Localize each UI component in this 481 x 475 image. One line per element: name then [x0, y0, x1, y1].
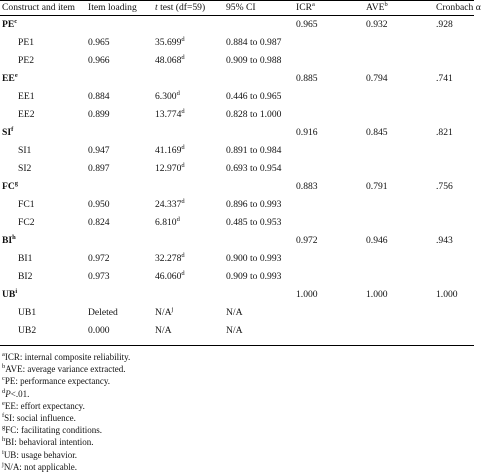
header-ave	[366, 2, 388, 14]
construct-label-sup: i	[15, 288, 18, 295]
construct-label-sup: g	[14, 180, 19, 187]
header-ttest	[155, 2, 205, 14]
footnote-text: SI: social influence.	[4, 413, 76, 423]
header-ci: 95% CI	[226, 2, 256, 13]
t-value-text: 13.774	[155, 109, 182, 120]
t-value	[155, 325, 172, 337]
header-construct: Construct and item	[2, 2, 76, 13]
footnote-mark: a	[2, 351, 5, 358]
construct-label-text: FC	[2, 181, 15, 192]
footnote	[2, 425, 102, 436]
item-label: PE1	[18, 37, 34, 48]
ci-value: 0.891 to 0.984	[226, 145, 282, 156]
footnote-text: EE: effort expectancy.	[4, 400, 85, 411]
header-ave-sup: b	[384, 1, 388, 8]
top-rule	[0, 0, 474, 1]
t-value	[155, 253, 185, 265]
item-label: PE2	[18, 55, 34, 66]
ci-value: 0.909 to 0.993	[226, 271, 282, 282]
cronbach-value: 1.000	[436, 289, 458, 300]
header-icr-sup: a	[312, 1, 315, 8]
item-loading: 0.973	[88, 271, 110, 282]
footnote-text: UB: usage behavior.	[3, 449, 78, 460]
t-value-sup: d	[181, 198, 185, 205]
footnote	[2, 413, 76, 424]
ci-value: N/A	[226, 307, 243, 318]
item-loading: 0.884	[88, 91, 110, 102]
footnote	[2, 364, 126, 375]
ave-value: 0.791	[366, 181, 388, 192]
footnote	[2, 352, 130, 363]
footnote-text: PE: performance expectancy.	[4, 376, 111, 387]
t-value-sup: d	[181, 162, 185, 169]
construct-label	[2, 19, 17, 31]
item-label: SI1	[18, 145, 32, 156]
cronbach-value: .943	[436, 235, 453, 246]
ci-value: 0.900 to 0.993	[226, 253, 282, 264]
item-label: EE2	[18, 109, 35, 120]
footnote-mark: b	[2, 363, 6, 371]
item-label: UB1	[18, 307, 37, 318]
ci-value: 0.909 to 0.988	[226, 55, 282, 66]
t-value-sup: d	[181, 108, 185, 115]
t-value	[155, 163, 185, 175]
construct-label-text: SI	[2, 127, 12, 138]
header-loading: Item loading	[88, 2, 137, 13]
footnote-text: FC: facilitating conditions.	[5, 425, 102, 436]
ci-value: N/A	[226, 325, 243, 336]
construct-label-sup: e	[14, 72, 18, 79]
item-loading: 0.899	[88, 109, 110, 120]
construct-label-sup: c	[14, 18, 18, 25]
item-label: EE1	[18, 91, 35, 102]
item-label: UB2	[18, 325, 37, 336]
t-value-sup: d	[181, 270, 185, 277]
t-value	[155, 307, 173, 319]
t-value-text: 12.970	[155, 163, 182, 174]
ave-value: 1.000	[366, 289, 388, 300]
icr-value: 0.885	[296, 73, 318, 84]
footnote-mark: j	[2, 460, 4, 468]
item-loading: 0.000	[88, 325, 110, 336]
header-rule	[0, 15, 474, 16]
item-loading: 0.950	[88, 199, 110, 210]
construct-label	[2, 127, 13, 139]
ave-value: 0.932	[366, 19, 388, 30]
t-value	[155, 217, 180, 229]
construct-label	[2, 73, 18, 85]
t-value-text: 32.278	[155, 253, 182, 264]
header-icr-label: ICR	[296, 2, 312, 13]
t-value	[155, 37, 185, 49]
t-value-text: 41.169	[155, 145, 182, 156]
footnote-text: BI: behavioral intention.	[5, 437, 94, 448]
construct-label-sup: h	[12, 234, 16, 241]
t-value	[155, 55, 185, 67]
t-value	[155, 91, 180, 103]
header-ttest-rest: test (df=59)	[157, 2, 206, 13]
t-value-sup: d	[181, 36, 185, 43]
ci-value: 0.485 to 0.953	[226, 217, 282, 228]
t-value	[155, 199, 185, 211]
t-value	[155, 145, 185, 157]
footnote-mark: g	[2, 424, 6, 432]
cronbach-value: .756	[436, 181, 453, 192]
construct-label-text: PE	[2, 19, 15, 30]
item-loading: 0.947	[88, 145, 110, 156]
item-loading: Deleted	[88, 307, 118, 318]
icr-value: 0.965	[296, 19, 318, 30]
t-value-sup: d	[176, 90, 180, 97]
t-value	[155, 271, 185, 283]
footnote-text: ICR: internal composite reliability.	[4, 352, 131, 362]
ci-value: 0.693 to 0.954	[226, 163, 282, 174]
t-value	[155, 109, 185, 121]
ci-value: 0.884 to 0.987	[226, 37, 282, 48]
icr-value: 0.916	[296, 127, 318, 138]
header-ttest-t: t	[155, 2, 158, 13]
footnote-mark: e	[2, 399, 5, 407]
cronbach-value: .928	[436, 19, 453, 30]
footnote	[2, 376, 110, 387]
footnote-text: AVE: average variance extracted.	[5, 364, 126, 375]
cronbach-value: .741	[436, 73, 453, 84]
header-ave-label: AVE	[366, 2, 385, 13]
item-label: FC1	[18, 199, 35, 210]
construct-label-text: UB	[2, 289, 16, 300]
footnote	[2, 401, 85, 412]
item-label: SI2	[18, 163, 32, 174]
ci-value: 0.446 to 0.965	[226, 91, 282, 102]
footnote-mark: d	[2, 387, 6, 395]
cronbach-value: .821	[436, 127, 453, 138]
ci-value: 0.828 to 1.000	[226, 109, 282, 120]
footnote-mark: h	[2, 436, 6, 444]
t-value-text: N/A	[155, 307, 172, 318]
footnote-mark: f	[2, 412, 5, 419]
t-value-sup: j	[171, 306, 174, 313]
construct-label-text: BI	[2, 235, 13, 246]
t-value-text: 6.810	[155, 217, 177, 228]
item-loading: 0.972	[88, 253, 110, 264]
header-icr	[296, 2, 315, 14]
construct-label	[2, 181, 18, 193]
t-value-sup: d	[176, 216, 180, 223]
ave-value: 0.794	[366, 73, 388, 84]
ave-value: 0.946	[366, 235, 388, 246]
header-cronbach: Cronbach α	[436, 2, 481, 13]
construct-label	[2, 289, 17, 301]
ave-value: 0.845	[366, 127, 388, 138]
t-value-sup: d	[181, 144, 185, 151]
icr-value: 0.972	[296, 235, 318, 246]
construct-label-sup: f	[11, 126, 14, 133]
footnote-text: P<.01.	[5, 388, 30, 399]
item-loading: 0.965	[88, 37, 110, 48]
ci-value: 0.896 to 0.993	[226, 199, 282, 210]
item-label: FC2	[18, 217, 35, 228]
item-label: BI1	[18, 253, 33, 264]
t-value-text: 6.300	[155, 91, 177, 102]
footnote-text: N/A: not applicable.	[3, 461, 78, 472]
t-value-text: 35.699	[155, 37, 182, 48]
footnote	[2, 450, 77, 461]
construct-label	[2, 235, 16, 247]
footnote	[2, 389, 29, 400]
bottom-rule	[0, 345, 474, 346]
footnote-mark: i	[2, 448, 4, 456]
t-value-text: 24.337	[155, 199, 182, 210]
item-loading: 0.966	[88, 55, 110, 66]
t-value-sup: d	[181, 54, 185, 61]
t-value-sup: d	[181, 252, 185, 259]
footnote	[2, 437, 93, 448]
t-value-text: 48.068	[155, 55, 182, 66]
t-value-text: 46.060	[155, 271, 182, 282]
footnote-mark: c	[2, 375, 5, 383]
icr-value: 0.883	[296, 181, 318, 192]
item-loading: 0.824	[88, 217, 110, 228]
item-label: BI2	[18, 271, 33, 282]
footnote	[2, 462, 77, 473]
t-value-text: N/A	[155, 325, 172, 336]
item-loading: 0.897	[88, 163, 110, 174]
construct-label-text: EE	[2, 73, 15, 84]
icr-value: 1.000	[296, 289, 318, 300]
